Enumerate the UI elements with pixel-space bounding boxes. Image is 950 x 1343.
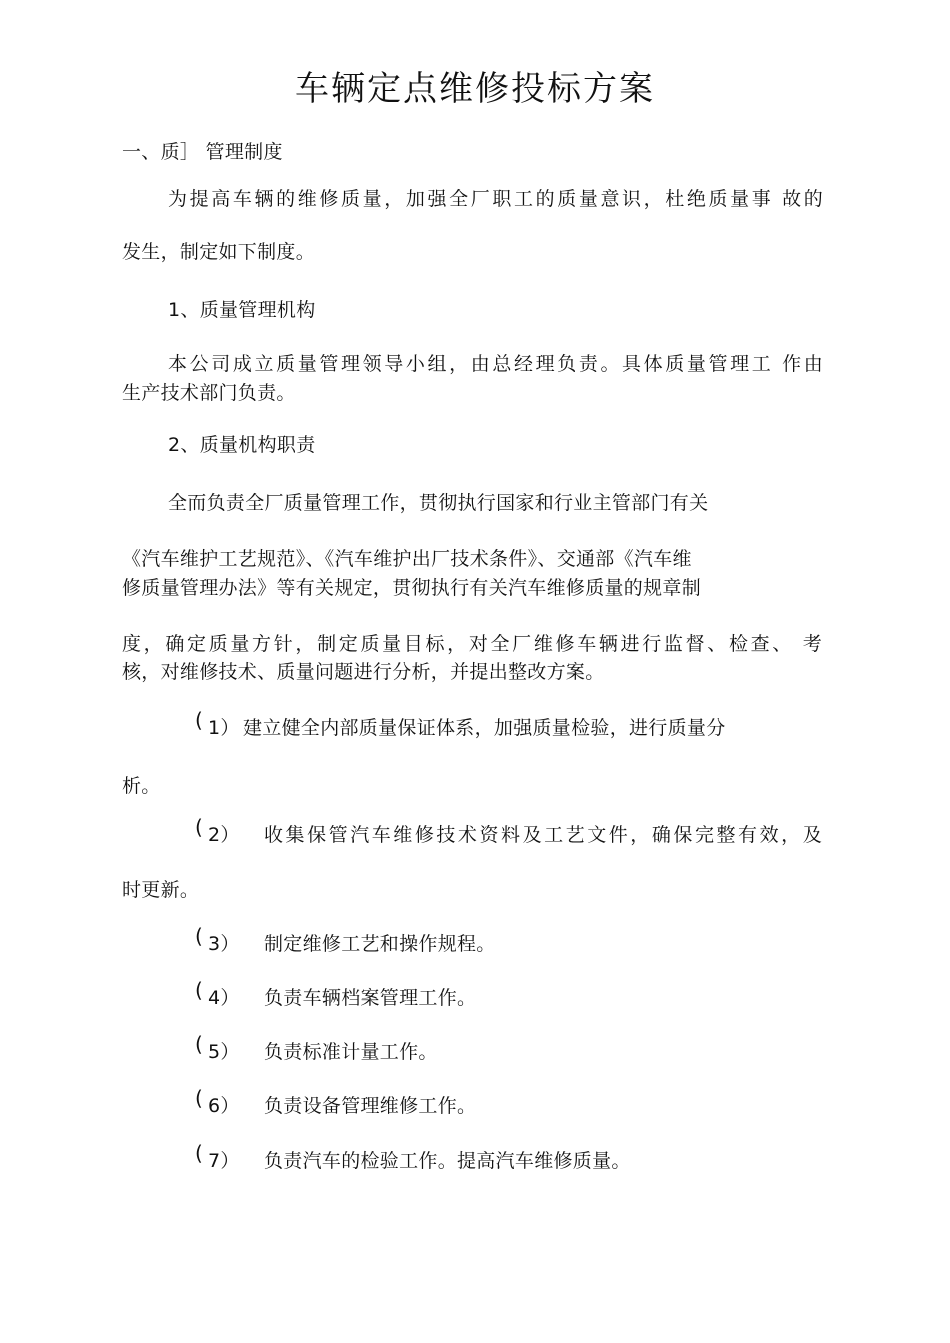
item-6-paren: ( — [195, 1086, 203, 1110]
item-1-text: 建立健全内部质量保证体系，加强质量检验，进行质量分 — [243, 717, 726, 739]
item-1-continuation: 析。 — [122, 775, 161, 797]
document-title: 车辆定点维修投标方案 — [295, 69, 655, 109]
item-1-paren: ( — [195, 708, 203, 732]
item-3-text: 制定维修工艺和操作规程。 — [264, 933, 496, 955]
item-7-text: 负责汽车的检验工作。提高汽车维修质量。 — [264, 1150, 631, 1172]
subsection-2-line-4: 度，确定质量方针，制定质量目标，对全厂维修车辆进行监督、检查、 考 — [122, 633, 822, 655]
item-6-number: 6） — [208, 1095, 240, 1117]
item-7-number: 7） — [208, 1150, 240, 1172]
item-4-text: 负责车辆档案管理工作。 — [264, 987, 477, 1009]
item-3-number: 3） — [208, 933, 240, 955]
item-5-text: 负责标准计量工作。 — [264, 1041, 438, 1063]
subsection-1-line-1: 本公司成立质量管理领导小组，由总经理负责。具体质量管理工 作由 — [168, 353, 823, 375]
item-2-text: 收集保管汽车维修技术资料及工艺文件，确保完整有效，及 — [264, 824, 822, 846]
subsection-1-line-2: 生产技术部门负责。 — [122, 382, 296, 404]
item-5-number: 5） — [208, 1041, 240, 1063]
subsection-2-line-5: 核，对维修技术、质量问题进行分析，并提出整改方案。 — [122, 661, 605, 683]
item-3-paren: ( — [195, 924, 203, 948]
item-2-number: 2） — [208, 824, 240, 846]
intro-line-2: 发生，制定如下制度。 — [122, 241, 316, 263]
section-heading: 一、质］ 管理制度 — [122, 141, 283, 163]
item-4-paren: ( — [195, 978, 203, 1002]
subsection-1-heading: 1、质量管理机构 — [168, 299, 316, 321]
item-6-text: 负责设备管理维修工作。 — [264, 1095, 477, 1117]
item-2-paren: ( — [195, 815, 203, 839]
item-1-number: 1） — [208, 717, 240, 739]
subsection-2-line-2: 《汽车维护工艺规范》、《汽车维护出厂技术条件》、交通部《汽车维 — [122, 548, 692, 570]
item-4-number: 4） — [208, 987, 240, 1009]
item-7-paren: ( — [195, 1141, 203, 1165]
intro-line-1: 为提高车辆的维修质量，加强全厂职工的质量意识，杜绝质量事 故的 — [168, 188, 823, 210]
item-2-continuation: 时更新。 — [122, 879, 200, 901]
subsection-2-line-3: 修质量管理办法》等有关规定，贯彻执行有关汽车维修质量的规章制 — [122, 577, 702, 599]
subsection-2-line-1: 全而负责全厂质量管理工作，贯彻执行国家和行业主管部门有关 — [168, 492, 709, 514]
subsection-2-heading: 2、质量机构职责 — [168, 434, 316, 456]
item-5-paren: ( — [195, 1032, 203, 1056]
